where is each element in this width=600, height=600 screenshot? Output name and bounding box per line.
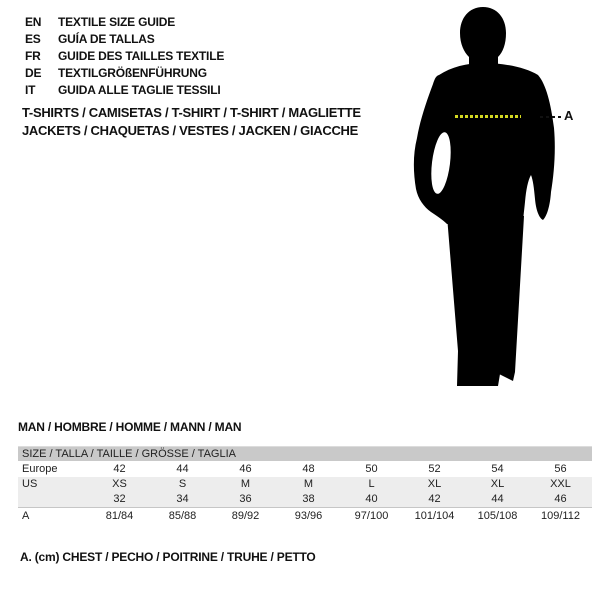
table-cell: XS — [112, 478, 127, 490]
language-row — [25, 65, 224, 82]
silhouette-head — [460, 7, 506, 67]
table-cell: 44 — [491, 493, 504, 505]
measure-callout-line — [540, 116, 561, 118]
language-row — [25, 82, 224, 99]
table-cell: 89/92 — [231, 510, 260, 522]
table-cell: M — [240, 478, 251, 490]
table-cell: 50 — [365, 463, 378, 475]
table-row-us-numeric — [18, 492, 592, 507]
language-row — [25, 31, 224, 48]
language-label: GUÍA DE TALLAS — [58, 32, 155, 46]
language-code: EN — [25, 15, 42, 29]
table-cell: 48 — [302, 463, 315, 475]
size-table-header: SIZE / TALLA / TAILLE / GRÖSSE / TAGLIA — [18, 446, 592, 461]
table-cell: 101/104 — [414, 510, 455, 522]
table-cell: 105/108 — [477, 510, 518, 522]
table-cell: 85/88 — [168, 510, 197, 522]
language-label: GUIDE DES TAILLES TEXTILE — [58, 49, 225, 63]
row-label — [18, 492, 88, 507]
table-cell: 42 — [113, 463, 126, 475]
table-cell: 44 — [176, 463, 189, 475]
measure-footnote: A. (cm) CHEST / PECHO / POITRINE / TRUHE / PETTO — [20, 550, 316, 564]
table-cell: 109/112 — [541, 510, 580, 522]
table-cell: 46 — [239, 463, 252, 475]
table-us-block — [18, 477, 592, 507]
row-label: US — [22, 478, 38, 490]
language-label: GUIDA ALLE TAGLIE TESSILI — [58, 83, 221, 97]
row-label: A — [22, 510, 30, 522]
category-tshirts: T-SHIRTS / CAMISETAS / T-SHIRT / T-SHIRT / MAGLIETTE — [22, 105, 361, 120]
table-row-europe — [18, 461, 592, 477]
language-label: TEXTILE SIZE GUIDE — [58, 15, 176, 29]
language-row — [25, 48, 224, 65]
table-cell: XXL — [550, 478, 571, 490]
measure-label-a: A — [564, 108, 574, 123]
table-cell: 32 — [113, 493, 126, 505]
section-title-man: MAN / HOMBRE / HOMME / MANN / MAN — [18, 420, 242, 434]
table-cell: 46 — [554, 493, 567, 505]
table-cell: 40 — [365, 493, 378, 505]
language-list — [25, 14, 224, 99]
language-code: ES — [25, 32, 41, 46]
category-list — [22, 104, 361, 140]
table-cell: 81/84 — [105, 510, 134, 522]
man-silhouette-figure — [400, 6, 570, 388]
table-cell: 54 — [491, 463, 504, 475]
language-row — [25, 14, 224, 31]
table-cell: 56 — [554, 463, 567, 475]
table-cell: 93/96 — [294, 510, 323, 522]
table-cell: L — [368, 478, 375, 490]
table-cell: 38 — [302, 493, 315, 505]
chest-measure-line — [455, 115, 521, 118]
language-label: TEXTILGRÖßENFÜHRUNG — [58, 66, 207, 80]
table-cell: 97/100 — [354, 510, 389, 522]
table-cell: 36 — [239, 493, 252, 505]
table-cell: XL — [427, 478, 442, 490]
row-label: Europe — [22, 463, 58, 475]
table-row-us — [18, 477, 592, 492]
language-code: DE — [25, 66, 42, 80]
table-row-chest — [18, 507, 592, 525]
language-code: IT — [25, 83, 36, 97]
size-table — [18, 446, 592, 525]
table-cell: M — [303, 478, 314, 490]
table-cell: 34 — [176, 493, 189, 505]
table-cell: 42 — [428, 493, 441, 505]
table-cell: S — [178, 478, 187, 490]
table-cell: 52 — [428, 463, 441, 475]
category-jackets: JACKETS / CHAQUETAS / VESTES / JACKEN / GIACCHE — [22, 123, 358, 138]
table-cell: XL — [490, 478, 505, 490]
silhouette-torso — [414, 63, 555, 224]
language-code: FR — [25, 49, 41, 63]
